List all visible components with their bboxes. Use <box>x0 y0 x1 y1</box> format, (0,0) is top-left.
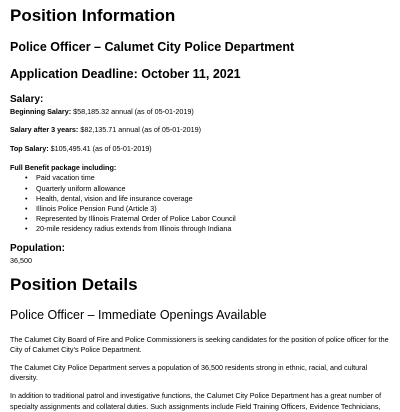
beginning-salary-line <box>10 107 390 117</box>
three-year-salary-label: Salary after 3 years: <box>10 125 79 135</box>
benefits-heading-text: Full Benefit package including: <box>10 162 117 172</box>
list-item: • 20-mile residency radius extends from Illinois through Indiana <box>36 224 390 234</box>
top-salary-value: $105,495.41 (as of 05-01-2019) <box>48 143 152 153</box>
beginning-salary-label: Beginning Salary: <box>10 106 72 116</box>
top-salary-line <box>10 144 390 154</box>
openings-title: Police Officer – Immediate Openings Available <box>10 308 267 323</box>
salary-heading: Salary: <box>10 93 44 105</box>
section-position-information <box>10 6 390 275</box>
beginning-salary-value: $58,185.32 annual (as of 05-01-2019) <box>71 106 194 116</box>
list-item: • Quarterly uniform allowance <box>36 184 390 194</box>
heading-position-information: Position Information <box>10 6 176 25</box>
population-value: 36,500 <box>10 255 32 265</box>
paragraph: The Calumet City Board of Fire and Police Commissioners is seeking candidates for the position of police officer for the City of Calumet City’s Police Department. <box>10 335 389 355</box>
top-salary-label: Top Salary: <box>10 143 49 153</box>
heading-position-details: Position Details <box>10 274 138 294</box>
job-title: Police Officer – Calumet City Police Department <box>10 39 295 54</box>
section-position-details <box>10 275 390 412</box>
population-heading: Population: <box>10 242 65 254</box>
three-year-salary-line <box>10 125 390 135</box>
list-item: • Illinois Police Pension Fund (Article 3) <box>36 204 390 214</box>
three-year-salary-value: $82,135.71 annual (as of 05-01-2019) <box>78 125 202 135</box>
list-item: • Paid vacation time <box>36 173 390 183</box>
paragraph: The Calumet City Police Department serves a population of 36,500 residents strong in ethnic, racial, and cultural diversity. <box>10 363 368 383</box>
benefits-heading <box>10 163 390 173</box>
benefits-list <box>10 173 390 233</box>
list-item: • Represented by Illinois Fraternal Order of Police Labor Council <box>36 214 390 224</box>
list-item: • Health, dental, vision and life insurance coverage <box>36 194 390 204</box>
application-deadline: Application Deadline: October 11, 2021 <box>10 66 241 81</box>
paragraph: In addition to traditional patrol and investigative functions, the Calumet City Police Department has a great number of specialty assignments and collateral duties. Such assignments include Field Training Officers, Evidence Technicians, <box>10 391 382 411</box>
